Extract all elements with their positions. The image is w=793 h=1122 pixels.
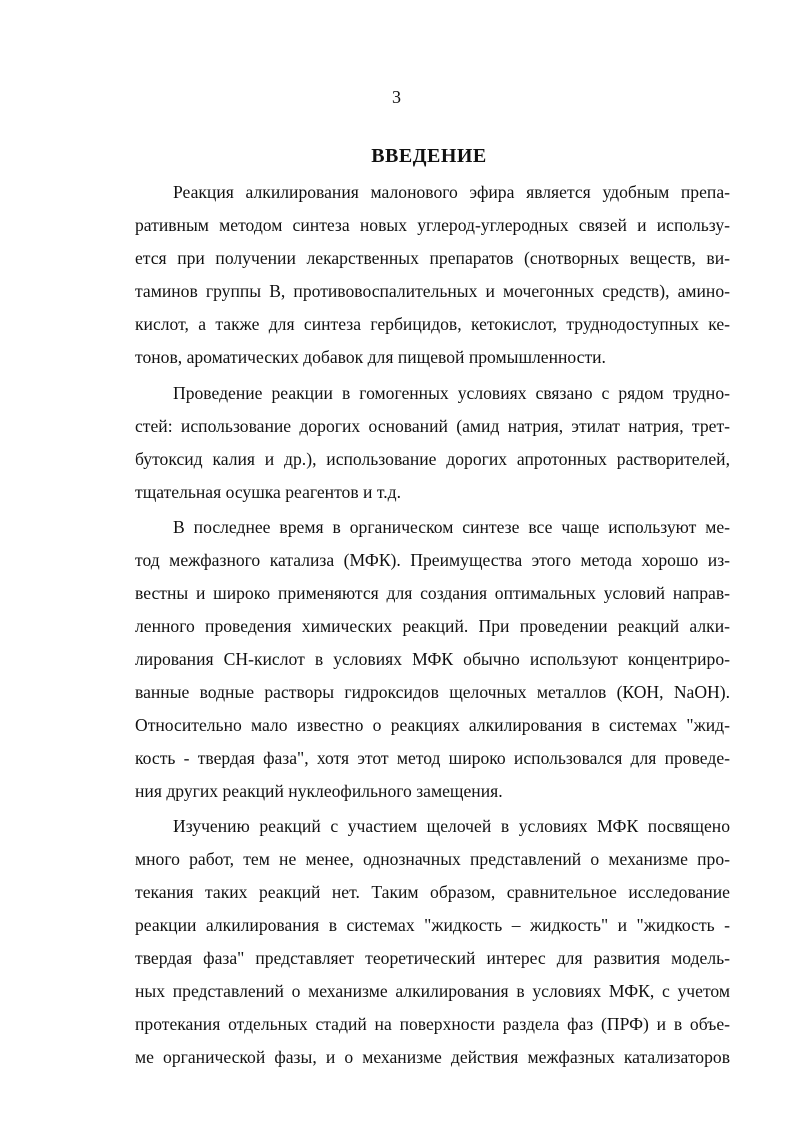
page-number: 3 bbox=[392, 87, 401, 107]
text-line: таминов группы В, противовоспалительных и мочегонных средств), амино- bbox=[135, 281, 730, 301]
text-line: ванные водные растворы гидроксидов щелочных металлов (КОН, NaOH). bbox=[135, 682, 730, 702]
text-line: бутоксид калия и др.), использование дорогих апротонных растворителей, bbox=[135, 449, 730, 469]
text-line: тонов, ароматических добавок для пищевой промышленности. bbox=[135, 347, 606, 367]
text-line: Относительно мало известно о реакциях алкилирования в системах "жид- bbox=[135, 715, 730, 735]
text-line: много работ, тем не менее, однозначных представлений о механизме про- bbox=[135, 849, 730, 869]
text-line: Реакция алкилирования малонового эфира является удобным препа- bbox=[173, 182, 730, 202]
text-line: кость - твердая фаза", хотя этот метод широко использовался для проведе- bbox=[135, 748, 730, 768]
section-heading: ВВЕДЕНИЕ bbox=[371, 145, 487, 167]
text-line: твердая фаза" представляет теоретический интерес для развития модель- bbox=[135, 948, 730, 968]
text-line: текания таких реакций нет. Таким образом, сравнительное исследование bbox=[135, 882, 730, 902]
text-line: ется при получении лекарственных препаратов (снотворных веществ, ви- bbox=[135, 248, 730, 268]
text-line: В последнее время в органическом синтезе все чаще используют ме- bbox=[173, 517, 730, 537]
text-line: ных представлений о механизме алкилирования в условиях МФК, с учетом bbox=[135, 981, 730, 1001]
text-line: ме органической фазы, и о механизме действия межфазных катализаторов bbox=[135, 1047, 730, 1067]
text-line: Проведение реакции в гомогенных условиях связано с рядом трудно- bbox=[173, 383, 730, 403]
text-line: протекания отдельных стадий на поверхности раздела фаз (ПРФ) и в объе- bbox=[135, 1014, 730, 1034]
text-line: ленного проведения химических реакций. При проведении реакций алки- bbox=[135, 616, 730, 636]
text-line: лирования СН-кислот в условиях МФК обычно используют концентриро- bbox=[135, 649, 730, 669]
text-line: стей: использование дорогих оснований (амид натрия, этилат натрия, трет- bbox=[135, 416, 730, 436]
text-line: вестны и широко применяются для создания оптимальных условий направ- bbox=[135, 583, 730, 603]
text-line: тод межфазного катализа (МФК). Преимущества этого метода хорошо из- bbox=[135, 550, 730, 570]
text-line: кислот, а также для синтеза гербицидов, кетокислот, труднодоступных ке- bbox=[135, 314, 730, 334]
text-line: ративным методом синтеза новых углерод-углеродных связей и использу- bbox=[135, 215, 730, 235]
text-line: реакции алкилирования в системах "жидкость – жидкость" и "жидкость - bbox=[135, 915, 730, 935]
text-line: ния других реакций нуклеофильного замещения. bbox=[135, 781, 503, 801]
text-line: тщательная осушка реагентов и т.д. bbox=[135, 482, 401, 502]
text-line: Изучению реакций с участием щелочей в условиях МФК посвящено bbox=[173, 816, 730, 836]
